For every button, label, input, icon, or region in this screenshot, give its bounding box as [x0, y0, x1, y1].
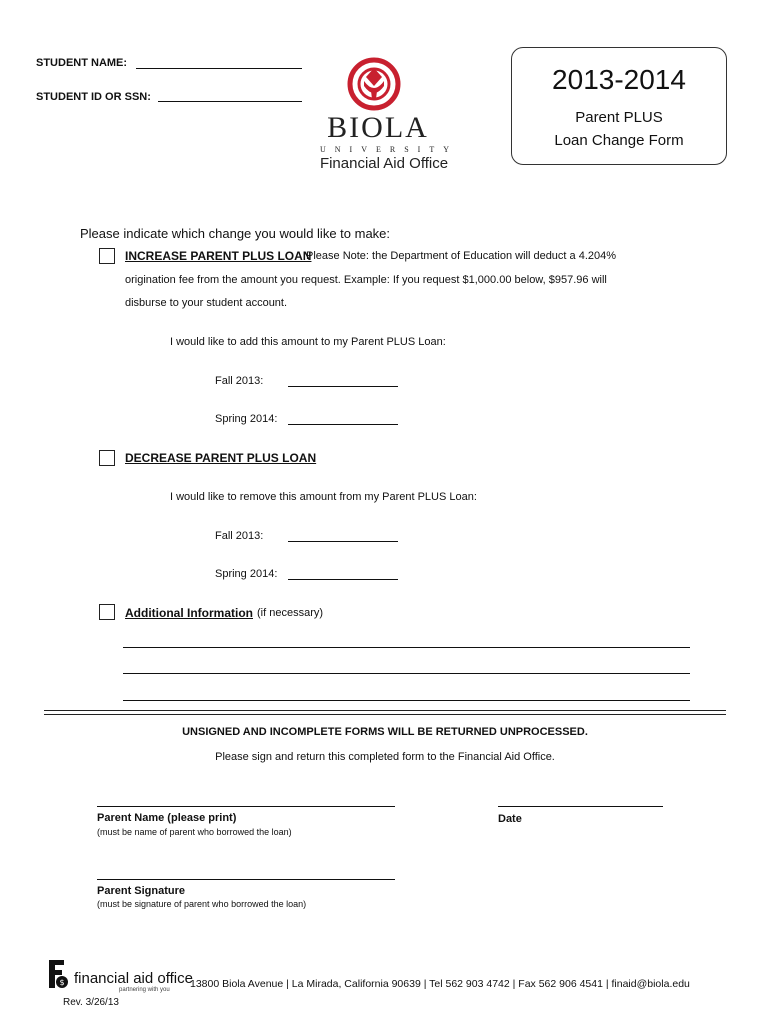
- increase-title: INCREASE PARENT PLUS LOAN: [125, 249, 312, 263]
- form-title-box: [511, 47, 727, 165]
- increase-instruction: I would like to add this amount to my Parent PLUS Loan:: [170, 336, 446, 348]
- increase-spring-label: Spring 2014:: [215, 413, 278, 425]
- change-prompt: Please indicate which change you would like to make:: [80, 226, 391, 241]
- date-field[interactable]: [498, 806, 663, 807]
- increase-note-line1: Please Note: the Department of Education will deduct a 4.204%: [306, 250, 617, 262]
- additional-info-checkbox[interactable]: [99, 604, 115, 620]
- logo-subtext: UNIVERSITY: [320, 145, 458, 154]
- additional-info-title: Additional Information: [125, 606, 253, 620]
- footer-logo-tagline: partnering with you: [119, 987, 170, 993]
- section-divider: [44, 710, 726, 715]
- parent-signature-label: Parent Signature: [97, 885, 186, 897]
- increase-fall-field[interactable]: [288, 386, 398, 387]
- logo-wordmark: BIOLA: [327, 111, 429, 144]
- parent-signature-field[interactable]: [97, 879, 395, 880]
- increase-spring-field[interactable]: [288, 424, 398, 425]
- student-id-field[interactable]: [158, 101, 302, 102]
- form-title-line2: Loan Change Form: [554, 132, 684, 149]
- additional-info-note: (if necessary): [257, 607, 324, 619]
- parent-signature-note: (must be signature of parent who borrowed the loan): [97, 899, 307, 909]
- decrease-title: DECREASE PARENT PLUS LOAN: [125, 451, 317, 465]
- biola-logo: [345, 55, 405, 113]
- increase-fall-label: Fall 2013:: [215, 375, 264, 387]
- parent-name-label: Parent Name (please print): [97, 812, 237, 824]
- increase-note-line2: origination fee from the amount you request. Example: If you request $1,000.00 below, $957.96 will: [125, 274, 607, 286]
- office-title: Financial Aid Office: [319, 155, 449, 172]
- financial-aid-logo: [44, 958, 70, 990]
- decrease-fall-label: Fall 2013:: [215, 530, 264, 542]
- student-name-field[interactable]: [136, 68, 302, 69]
- increase-checkbox[interactable]: [99, 248, 115, 264]
- return-instruction: Please sign and return this completed form to the Financial Aid Office.: [215, 751, 555, 763]
- decrease-checkbox[interactable]: [99, 450, 115, 466]
- decrease-fall-field[interactable]: [288, 541, 398, 542]
- decrease-instruction: I would like to remove this amount from my Parent PLUS Loan:: [170, 491, 477, 503]
- footer-logo-text: financial aid office: [74, 970, 193, 987]
- biola-emblem-icon: [345, 55, 405, 113]
- financial-aid-mark-icon: [44, 958, 70, 990]
- form-year: 2013-2014: [552, 64, 686, 95]
- increase-note-line3: disburse to your student account.: [125, 297, 288, 309]
- footer-address: 13800 Biola Avenue | La Mirada, California 90639 | Tel 562 903 4742 | Fax 562 906 4541 | finaid@biola.edu: [190, 978, 690, 990]
- additional-info-line[interactable]: [123, 647, 690, 648]
- decrease-spring-field[interactable]: [288, 579, 398, 580]
- warning-text: UNSIGNED AND INCOMPLETE FORMS WILL BE RETURNED UNPROCESSED.: [182, 726, 588, 738]
- additional-info-line[interactable]: [123, 673, 690, 674]
- revision-date: Rev. 3/26/13: [63, 997, 119, 1008]
- parent-name-field[interactable]: [97, 806, 395, 807]
- parent-name-note: (must be name of parent who borrowed the loan): [97, 827, 292, 837]
- student-name-label: STUDENT NAME:: [36, 57, 128, 69]
- student-id-label: STUDENT ID OR SSN:: [36, 91, 151, 103]
- svg-text:$: $: [59, 978, 65, 987]
- date-label: Date: [498, 813, 522, 825]
- decrease-spring-label: Spring 2014:: [215, 568, 278, 580]
- additional-info-line[interactable]: [123, 700, 690, 701]
- form-title-line1: Parent PLUS: [575, 109, 663, 126]
